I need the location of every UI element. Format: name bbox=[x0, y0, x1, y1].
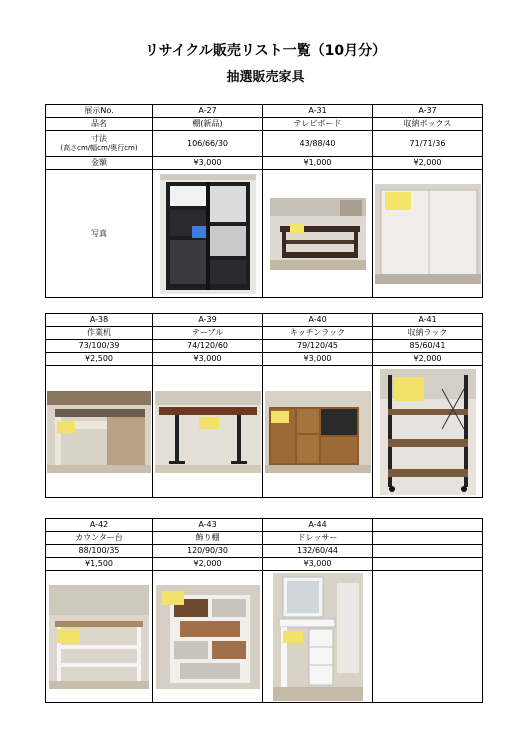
item-id: A-44 bbox=[263, 519, 373, 532]
item-id: A-37 bbox=[373, 105, 483, 118]
item-size: 71/71/36 bbox=[373, 131, 483, 157]
item-id: A-39 bbox=[153, 314, 263, 327]
item-size: 43/88/40 bbox=[263, 131, 373, 157]
item-price: ¥2,500 bbox=[46, 353, 153, 366]
item-id: A-27 bbox=[153, 105, 263, 118]
item-price: ¥3,000 bbox=[153, 157, 263, 170]
label-name: 品名 bbox=[46, 118, 153, 131]
item-size: 132/60/44 bbox=[263, 545, 373, 558]
label-id: 展示No. bbox=[46, 105, 153, 118]
item-id: A-38 bbox=[46, 314, 153, 327]
item-price: ¥2,000 bbox=[153, 558, 263, 571]
item-name: 飾り棚 bbox=[153, 532, 263, 545]
counter-stand-photo bbox=[49, 585, 149, 689]
item-id: A-42 bbox=[46, 519, 153, 532]
empty-cell bbox=[373, 571, 483, 703]
item-size: 85/60/41 bbox=[373, 340, 483, 353]
item-price: ¥3,000 bbox=[153, 353, 263, 366]
dresser-photo bbox=[273, 573, 363, 701]
storage-box-photo bbox=[375, 184, 481, 284]
item-id: A-41 bbox=[373, 314, 483, 327]
display-shelf-photo bbox=[156, 585, 260, 689]
item-size: 74/120/60 bbox=[153, 340, 263, 353]
item-price: ¥2,000 bbox=[373, 353, 483, 366]
item-name: テーブル bbox=[153, 327, 263, 340]
item-name: ドレッサー bbox=[263, 532, 373, 545]
item-id: A-31 bbox=[263, 105, 373, 118]
item-size: 73/100/39 bbox=[46, 340, 153, 353]
label-size-main: 寸法 bbox=[91, 134, 107, 143]
item-price: ¥3,000 bbox=[263, 558, 373, 571]
document-subtitle: 抽選販売家具 bbox=[226, 70, 305, 85]
listing-table-2 bbox=[45, 313, 483, 498]
item-size: 79/120/45 bbox=[263, 340, 373, 353]
item-price: ¥1,000 bbox=[263, 157, 373, 170]
item-name: 収納ラック bbox=[373, 327, 483, 340]
item-name: 棚(新品) bbox=[153, 118, 263, 131]
item-id: A-40 bbox=[263, 314, 373, 327]
item-name: 収納ボックス bbox=[373, 118, 483, 131]
item-price: ¥1,500 bbox=[46, 558, 153, 571]
table-photo bbox=[155, 391, 261, 473]
label-price: 金額 bbox=[46, 157, 153, 170]
document-title: リサイクル販売リスト一覧（10月分） bbox=[144, 43, 387, 59]
item-name: テレビボード bbox=[263, 118, 373, 131]
item-name: 作業机 bbox=[46, 327, 153, 340]
kitchen-rack-photo bbox=[265, 391, 371, 473]
item-size: 106/66/30 bbox=[153, 131, 263, 157]
listing-table-1 bbox=[45, 104, 483, 298]
label-photo: 写真 bbox=[46, 170, 153, 298]
item-size: 88/100/35 bbox=[46, 545, 153, 558]
empty-cell bbox=[373, 532, 483, 545]
label-size bbox=[46, 131, 153, 157]
listing-table-3 bbox=[45, 518, 483, 703]
item-price: ¥3,000 bbox=[263, 353, 373, 366]
label-size-sub: (高さcm/幅cm/奥行cm) bbox=[60, 144, 138, 152]
item-price: ¥2,000 bbox=[373, 157, 483, 170]
storage-rack-photo bbox=[380, 369, 476, 495]
work-desk-photo bbox=[47, 391, 151, 473]
item-name: カウンター台 bbox=[46, 532, 153, 545]
item-size: 120/90/30 bbox=[153, 545, 263, 558]
item-name: キッチンラック bbox=[263, 327, 373, 340]
item-id: A-43 bbox=[153, 519, 263, 532]
shelf-new-photo bbox=[160, 174, 256, 294]
tv-board-photo bbox=[270, 198, 366, 270]
empty-cell bbox=[373, 558, 483, 571]
empty-cell bbox=[373, 519, 483, 532]
empty-cell bbox=[373, 545, 483, 558]
